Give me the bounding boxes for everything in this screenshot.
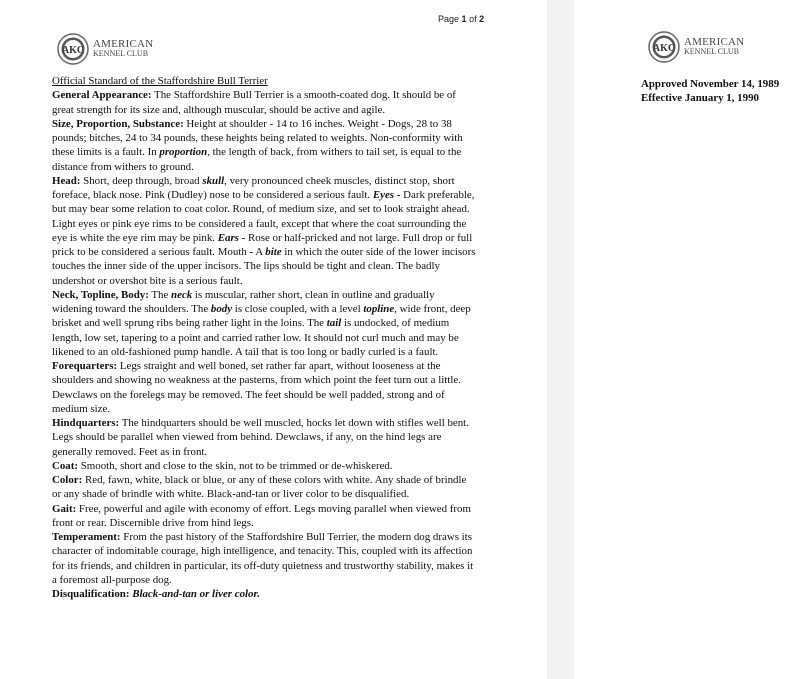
- text-line: [52, 502, 475, 516]
- body-text: touches the inner side of the upper incisors. The lips should be tight and clean. The badly: [52, 260, 440, 273]
- text-line: [52, 131, 475, 145]
- body-text: The hindquarters should be well muscled, hocks let down with stifles well bent.: [119, 417, 469, 429]
- text-line: [52, 430, 475, 444]
- svg-text:AKC: AKC: [652, 43, 676, 54]
- text-line: [52, 331, 475, 345]
- text-line: [52, 345, 475, 359]
- emphasis-text: Eyes: [372, 189, 395, 201]
- page-total: 2: [479, 14, 485, 24]
- text-line: [52, 559, 475, 573]
- text-line: [52, 202, 475, 216]
- page-gutter: [547, 0, 574, 679]
- text-line: [52, 103, 475, 117]
- emphasis-text: Color:: [52, 474, 83, 486]
- body-text: Free, powerful and agile with economy of effort. Legs moving parallel when viewed from: [76, 502, 471, 515]
- logo-line-1: AMERICAN: [684, 36, 745, 48]
- body-text: A: [253, 246, 266, 258]
- emphasis-text: Coat:: [52, 459, 79, 472]
- body-text: The: [148, 288, 172, 301]
- akc-logo: [57, 33, 153, 65]
- emphasis-text: -: [394, 189, 401, 201]
- text-line: [52, 145, 475, 159]
- emphasis-text: tail: [326, 317, 342, 330]
- body-text: Legs should be parallel when viewed from behind. Dewclaws, if any, on the hind legs are: [52, 431, 442, 444]
- body-text: , the length of back, from withers to tail set, is equal to the: [207, 146, 462, 159]
- page-of: of: [469, 14, 477, 24]
- body-text: is muscular, rather short, clean in outline and gradually: [192, 288, 435, 301]
- emphasis-text: bite: [265, 246, 282, 258]
- body-text: brisket and well sprung ribs being rather light in the loins. The: [52, 317, 327, 330]
- body-text: widening toward the shoulders. The: [52, 303, 211, 315]
- emphasis-text: Temperament:: [52, 531, 121, 543]
- body-text: undershot or overshot bite is a serious fault.: [52, 274, 243, 287]
- text-line: [52, 174, 475, 188]
- body-text: for its friends, and children in particular, its off-duty quietness and trustworthy stability, makes it: [52, 559, 474, 572]
- text-line: [52, 587, 475, 601]
- emphasis-text: proportion: [159, 146, 208, 159]
- approval-dates: [641, 77, 779, 105]
- svg-text:AKC: AKC: [61, 45, 85, 56]
- body-text: Smooth, short and close to the skin, not to be trimmed or de-whiskered.: [78, 459, 393, 472]
- page-number: [438, 14, 484, 24]
- text-line: [52, 487, 475, 501]
- logo-line-2: KENNEL CLUB: [684, 47, 740, 56]
- emphasis-text: -: [249, 246, 254, 258]
- logo-line-1: AMERICAN: [93, 38, 154, 50]
- body-text: prick to be considered a serious fault. Mouth: [52, 246, 250, 258]
- emphasis-text: body: [210, 303, 233, 315]
- body-text: great strength for its size and, although muscular, should be active and agile.: [52, 103, 386, 116]
- text-line: [52, 359, 475, 373]
- text-line: [52, 445, 475, 459]
- emphasis-text: Ears: [217, 231, 239, 244]
- body-text: Legs straight and well boned, set rather far apart, without looseness at the: [117, 360, 441, 372]
- effective-date: Effective January 1, 1990: [641, 92, 759, 104]
- text-line: [52, 388, 475, 402]
- text-line: [52, 288, 475, 302]
- text-line: [52, 402, 475, 416]
- body-text: , very pronounced cheek muscles, distinct stop, short: [224, 174, 455, 187]
- body-text: Rose or half-pricked and not large. Full drop or full: [245, 231, 473, 244]
- text-line: [52, 302, 475, 316]
- text-line: [52, 217, 475, 231]
- logo-line-2: KENNEL CLUB: [93, 49, 149, 58]
- text-line: [52, 88, 475, 102]
- body-text: shoulders and showing no weakness at the pasterns, from which point the feet turn out a little.: [52, 374, 461, 387]
- body-text: or any shade of brindle with white. Black-and-tan or liver color to be disqualified.: [52, 488, 410, 501]
- text-line: [52, 473, 475, 487]
- emphasis-text: skull: [202, 174, 225, 187]
- akc-seal-icon: [648, 31, 680, 63]
- emphasis-text: Disqualification:: [52, 588, 130, 600]
- text-line: [52, 573, 475, 587]
- emphasis-text: Size, Proportion, Substance:: [52, 117, 184, 130]
- body-text: , wide front, deep: [394, 303, 471, 315]
- body-text: Dark preferable,: [400, 189, 475, 201]
- text-line: [52, 544, 475, 558]
- standard-text: [52, 74, 475, 601]
- body-text: front or rear. Discernible drive from hind legs.: [52, 516, 254, 529]
- text-line: [52, 231, 475, 245]
- body-text: generally removed. Feet as in front.: [52, 445, 208, 458]
- body-text: foreface, black nose. Pink (Dudley) nose to be considered a serious fault.: [52, 189, 373, 201]
- document-title: Official Standard of the Staffordshire Bull Terrier: [52, 75, 268, 87]
- body-text: a foremost all-purpose dog.: [52, 573, 172, 586]
- text-line: [52, 373, 475, 387]
- body-text: these limits is a fault. In: [52, 146, 160, 159]
- document-page-2: [574, 0, 799, 679]
- text-line: [52, 245, 475, 259]
- page-word: Page: [438, 14, 460, 24]
- body-text: eye is white the eye rim may be pink.: [52, 231, 218, 244]
- emphasis-text: Neck, Topline, Body:: [52, 288, 149, 301]
- emphasis-text: Hindquarters:: [52, 417, 120, 429]
- emphasis-text: Head:: [52, 174, 81, 187]
- body-text: likened to an old-fashioned pump handle. A tail that is too long or badly curled is a fault.: [52, 345, 439, 358]
- text-line: [52, 530, 475, 544]
- text-line: [52, 117, 475, 131]
- body-text: medium size.: [52, 402, 111, 415]
- text-line: [52, 459, 475, 473]
- text-line: [52, 160, 475, 174]
- body-text: pounds; bitches, 24 to 34 pounds, these heights being related to weights. Non-conformity with: [52, 132, 463, 144]
- body-text: Dewclaws on the forelegs may be removed. The feet should be well padded, strong and of: [52, 388, 445, 401]
- approved-date: Approved November 14, 1989: [641, 78, 780, 90]
- body-text: From the past history of the Staffordshire Bull Terrier, the modern dog draws its: [120, 531, 472, 543]
- emphasis-text: topline: [363, 303, 395, 315]
- text-line: [52, 316, 475, 330]
- body-text: Red, fawn, white, black or blue, or any of these colors with white. Any shade of brindle: [82, 474, 467, 486]
- body-text: Light eyes or pink eye rims to be considered a fault, except that where the coat surrounding the: [52, 217, 467, 230]
- body-text: in which the outer side of the lower incisors: [281, 246, 476, 258]
- body-text: distance from withers to ground.: [52, 160, 194, 173]
- text-line: [52, 516, 475, 530]
- page-current: 1: [461, 14, 467, 24]
- body-text: but may bear some relation to coat color. Round, of medium size, and set to look straight ahead.: [52, 203, 470, 216]
- text-line: [52, 188, 475, 202]
- body-text: character of indomitable courage, high intelligence, and tenacity. This, coupled with its affection: [52, 545, 473, 558]
- emphasis-text: Forequarters:: [52, 360, 118, 372]
- text-line: [52, 274, 475, 288]
- akc-logo: [648, 31, 744, 63]
- body-text: is undocked, of medium: [341, 317, 450, 330]
- emphasis-text: Gait:: [52, 502, 77, 515]
- emphasis-text: General Appearance:: [52, 89, 152, 102]
- text-line: [52, 259, 475, 273]
- emphasis-text: neck: [171, 288, 193, 301]
- akc-seal-icon: [57, 33, 89, 65]
- body-text: is close coupled, with a level: [232, 303, 364, 315]
- emphasis-text: -: [238, 231, 246, 244]
- text-line: [52, 416, 475, 430]
- emphasis-text: Black-and-tan or liver color.: [132, 588, 260, 600]
- body-text: Height at shoulder - 14 to 16 inches. Weight - Dogs, 28 to 38: [183, 117, 452, 130]
- body-text: Short, deep through, broad: [80, 174, 203, 187]
- body-text: The Staffordshire Bull Terrier is a smooth-coated dog. It should be of: [151, 89, 456, 102]
- body-text: length, low set, tapering to a point and carried rather low. It should not curl much and may be: [52, 331, 459, 344]
